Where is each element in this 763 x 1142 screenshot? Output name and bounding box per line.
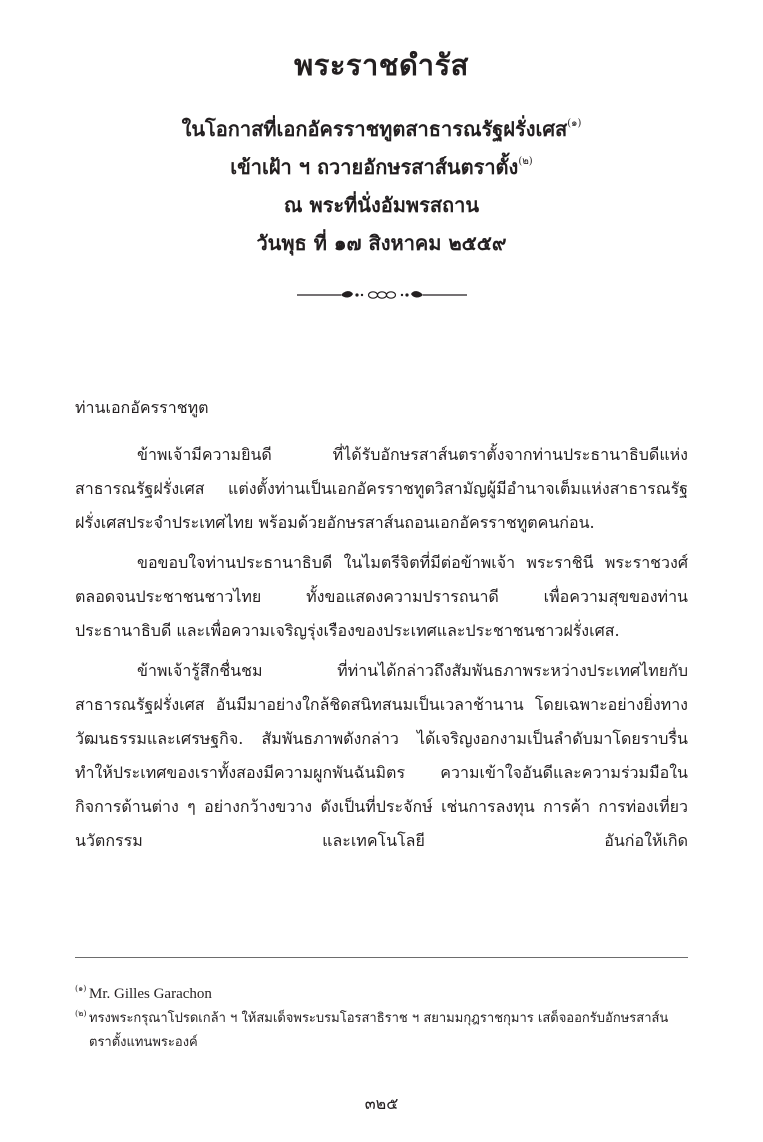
heading-line-audience-text: เข้าเฝ้า ฯ ถวายอักษรสาส์นตราตั้ง	[230, 155, 519, 179]
paragraph-2: ขอขอบใจท่านประธานาธิบดี ในไมตรีจิตที่มีต่อข้าพเจ้า พระราชินี พระราชวงศ์ตลอดจนประชาชนชาวไทย ทั้งขอแสดงความปรารถนาดี เพื่อความสุขของท่านประธานาธิบดี และเพื่อความเจริญรุ่งเรืองของประเทศและประชาชนชาวฝรั่งเศส.	[75, 553, 688, 640]
footnotes	[75, 982, 688, 1055]
footnote-2	[75, 1007, 688, 1055]
footnote-2-text: ทรงพระกรุณาโปรดเกล้า ฯ ให้สมเด็จพระบรมโอรสาธิราช ฯ สยามมกุฎราชกุมาร เสด็จออกรับอักษรสาส์นตราตั้งแทนพระองค์	[89, 1011, 669, 1050]
footnote-2-mark: (๒)	[75, 1009, 87, 1018]
heading-line-date: วันพุธ ที่ ๑๗ สิงหาคม ๒๕๕๙	[256, 231, 507, 255]
footnote-1-text: Mr. Gilles Garachon	[89, 986, 212, 1002]
occasion-heading	[0, 110, 763, 262]
page-title: พระราชดำรัส	[294, 48, 469, 82]
page-number: ๓๒๕	[364, 1094, 399, 1113]
footnote-ref-1: (๑)	[567, 118, 582, 129]
footnote-divider	[75, 957, 688, 958]
speech-body	[75, 438, 688, 858]
paragraph-3: ข้าพเจ้ารู้สึกชื่นชม ที่ท่านได้กล่าวถึงสัมพันธภาพระหว่างประเทศไทยกับสาธารณรัฐฝรั่งเศส อันมีมาอย่างใกล้ชิดสนิทสนมเป็นเวลาช้านาน โดยเฉพาะอย่างยิ่งทางวัฒนธรรมและเศรษฐกิจ. สัมพันธภาพดังกล่าว ได้เจริญงอกงามเป็นลำดับมาโดยราบรื่น ทำให้ประเทศของเราทั้งสองมีความผูกพันฉันมิตร ความเข้าใจอันดีและความร่วมมือในกิจการด้านต่าง ๆ อย่างกว้างขวาง ดังเป็นที่ประจักษ์ เช่นการลงทุน การค้า การท่องเที่ยว นวัตกรรม และเทคโนโลยี อันก่อให้เกิด	[75, 661, 688, 850]
ornament-divider-icon	[297, 285, 467, 305]
footnote-1-mark: (๑)	[75, 984, 87, 993]
heading-line-occasion-text: ในโอกาสที่เอกอัครราชทูตสาธารณรัฐฝรั่งเศส	[181, 117, 568, 141]
salutation: ท่านเอกอัครราชทูต	[75, 398, 209, 417]
footnote-ref-2: (๒)	[518, 156, 533, 167]
heading-line-occasion	[0, 110, 763, 148]
paragraph-1: ข้าพเจ้ามีความยินดี ที่ได้รับอักษรสาส์นตราตั้งจากท่านประธานาธิบดีแห่งสาธารณรัฐฝรั่งเศส แต่งตั้งท่านเป็นเอกอัครราชทูตวิสามัญผู้มีอำนาจเต็มแห่งสาธารณรัฐฝรั่งเศสประจำประเทศไทย พร้อมด้วยอักษรสาส์นถอนเอกอัครราชทูตคนก่อน.	[75, 445, 688, 532]
heading-line-place: ณ พระที่นั่งอัมพรสถาน	[283, 193, 480, 217]
footnote-1	[75, 982, 688, 1007]
heading-line-audience	[0, 148, 763, 186]
